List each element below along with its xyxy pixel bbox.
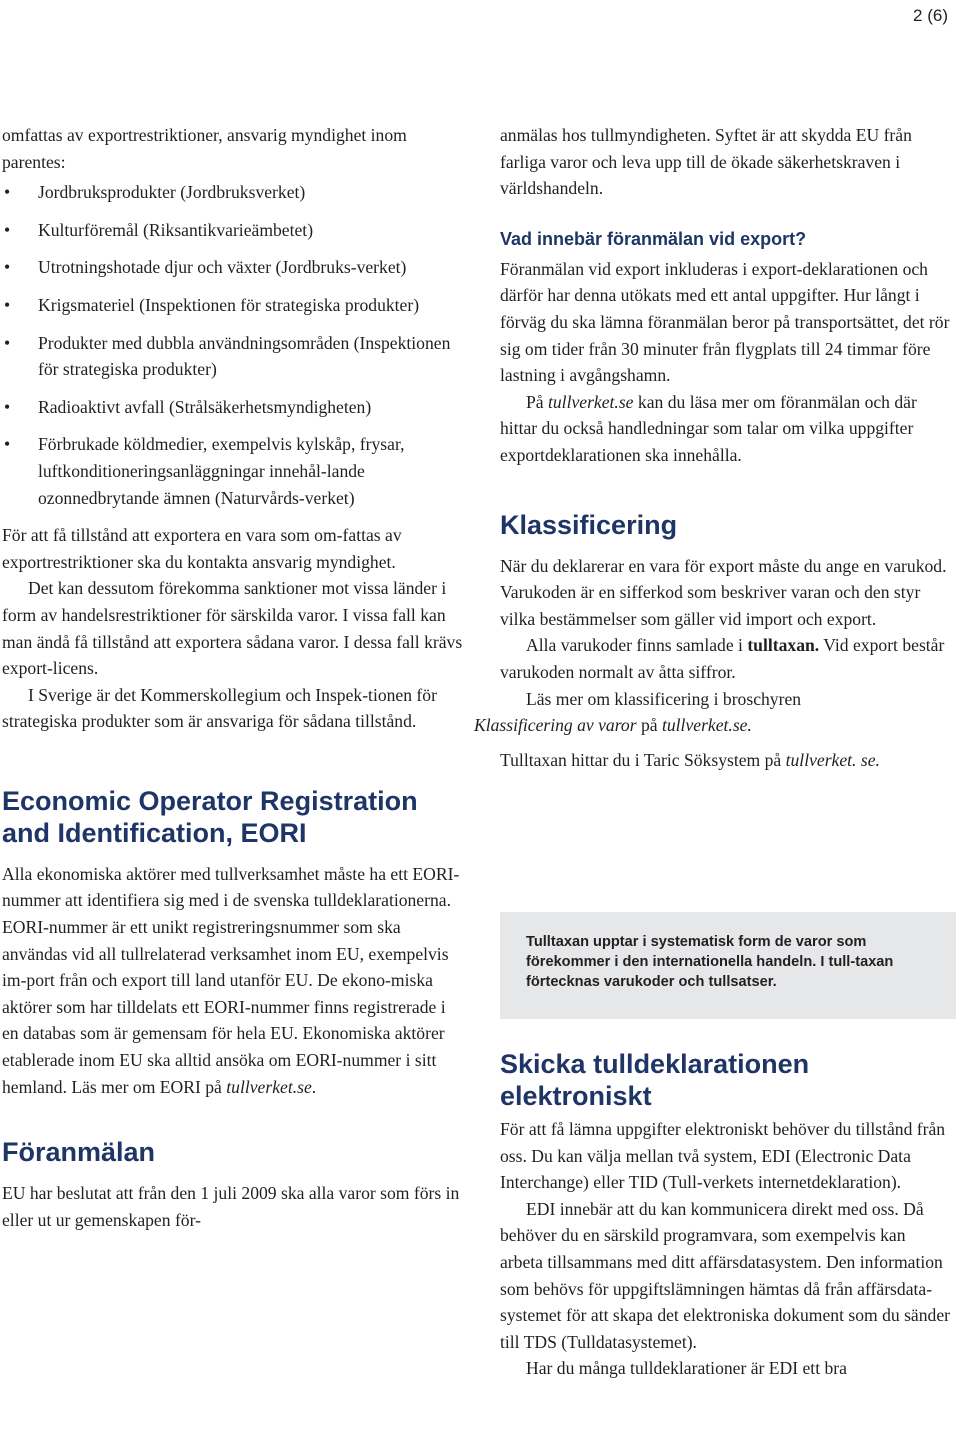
paragraph: EDI innebär att du kan kommunicera direkt med oss. Då behöver du en särskild programvara, som exempelvis kan arbeta tillsammans med ditt affärsdatasystem. Den information som behövs för uppgiftslämningen hämtas då från affärsdata-systemet för att skapa det elektroniska dokument som du sänder till TDS (Tulldatasystemet). bbox=[500, 1198, 950, 1352]
tullverket-link[interactable]: tullverket.se. bbox=[661, 715, 752, 736]
brochure-title: Klassificering av varor bbox=[474, 715, 637, 736]
eori-text: Alla ekonomiska aktörer med tullverksamhet måste ha ett EORI-nummer att identifiera sig med i de svenska tulldeklarationerna. EORI-nummer är ett unikt registreringsnummer som ska användas vid all tullrelaterad verksamhet inom EU, exempelvis im-port från och export till land utanför EU. De ekono-miska aktörer som har tilldelats ett EORI-nummer finns registrerade i en databas som är gemensam för hela EU. Ekonomiska aktörer etablerade inom EU ska alltid ansöka om EORI-nummer i sitt hemland. Läs mer om EORI på bbox=[2, 863, 460, 1097]
list-item: • Produkter med dubbla användningsområden (Inspektionen för strategiska produkter) bbox=[2, 330, 464, 383]
left-column bbox=[2, 122, 464, 1233]
paragraph: Föranmälan vid export inkluderas i export-deklarationen och därför har denna utökats med ett antal uppgifter. Hur långt i förväg du ska lämna föranmälan beror på transportsättet, det rör sig om tider från 30 minuter från flygplats till 24 timmar före lastning i avgångshamn. bbox=[500, 258, 950, 386]
paragraph bbox=[474, 686, 952, 739]
restriction-list bbox=[2, 179, 464, 511]
paragraph: Har du många tulldeklarationer är EDI ett bra bbox=[526, 1358, 847, 1379]
list-item: • Förbrukade köldmedier, exempelvis kylskåp, frysar, luftkonditioneringsanläggningar innehål-lande ozonnedbrytande ämnen (Naturvårds-verket) bbox=[2, 431, 464, 511]
continued-text: anmälas hos tullmyndigheten. Syftet är att skydda EU från farliga varor och leva upp till de ökade säkerhetskraven i världshandeln. bbox=[500, 125, 912, 199]
klassificering-heading: Klassificering bbox=[500, 509, 678, 540]
eori-heading: Economic Operator Registration and Identification, EORI bbox=[2, 785, 418, 848]
list-item: • Krigsmateriel (Inspektionen för strategiska produkter) bbox=[2, 292, 464, 319]
info-box-text: Tulltaxan upptar i systematisk form de varor som förekommer i den internationella handeln. I tull-taxan förtecknas varukoder och tullsatser. bbox=[526, 934, 894, 990]
intro-text: omfattas av exportrestriktioner, ansvarig myndighet inom parentes: bbox=[2, 125, 407, 172]
text: Tulltaxan hittar du i Taric Söksystem på bbox=[500, 749, 786, 770]
tullverket-link[interactable]: tullverket.se bbox=[226, 1076, 312, 1097]
paragraph: Det kan dessutom förekomma sanktioner mot vissa länder i form av handelsrestriktioner för särskilda varor. I vissa fall kan man ändå få tillstånd att exportera sådana varor. I dessa fall krävs export-licens. bbox=[2, 578, 463, 679]
list-item: • Utrotningshotade djur och växter (Jordbruks-verket) bbox=[2, 254, 464, 281]
list-item: • Radioaktivt avfall (Strålsäkerhetsmyndigheten) bbox=[2, 394, 464, 421]
list-item: • Kulturföremål (Riksantikvarieämbetet) bbox=[2, 217, 464, 244]
right-column bbox=[474, 122, 952, 773]
export-question-heading: Vad innebär föranmälan vid export? bbox=[500, 228, 807, 249]
eori-paragraph bbox=[2, 861, 464, 1100]
text: kan du läsa mer om föranmälan och där hittar du också handledningar som talar om vilka uppgifter exportdeklarationen ska innehålla. bbox=[500, 391, 917, 465]
tullverket-link[interactable]: tullverket. se. bbox=[785, 749, 880, 770]
eori-end: . bbox=[311, 1076, 317, 1097]
list-item: • Jordbruksprodukter (Jordbruksverket) bbox=[2, 179, 464, 206]
paragraph bbox=[500, 389, 952, 469]
text: Alla varukoder finns samlade i bbox=[526, 635, 748, 656]
paragraph bbox=[500, 632, 952, 685]
info-box bbox=[500, 912, 956, 1019]
paragraph: För att få lämna uppgifter elektroniskt behöver du tillstånd från oss. Du kan välja mellan två system, EDI (Electronic Data Interchange) eller TID (Tull-verkets internetdeklaration). bbox=[500, 1119, 946, 1193]
paragraph: I Sverige är det Kommerskollegium och Inspek-tionen för strategiska produkter som är ansvariga för sådana tillstånd. bbox=[2, 684, 437, 732]
right-column-lower bbox=[500, 1048, 952, 1382]
text: på bbox=[636, 715, 662, 736]
foranmalan-text: EU har beslutat att från den 1 juli 2009 ska alla varor som förs in eller ut ur gemenskapen för- bbox=[2, 1183, 460, 1230]
page-number: 2 (6) bbox=[913, 6, 948, 25]
text: På bbox=[526, 391, 548, 412]
paragraph bbox=[500, 747, 952, 774]
tullverket-link[interactable]: tullverket.se bbox=[548, 391, 634, 412]
text: Läs mer om klassificering i broschyren bbox=[526, 688, 802, 709]
foranmalan-heading: Föranmälan bbox=[2, 1137, 156, 1168]
tulltaxan-term: tulltaxan. bbox=[747, 635, 820, 656]
skicka-heading: Skicka tulldeklarationen elektroniskt bbox=[500, 1049, 810, 1111]
text: Vid export består varukoden normalt av åtta siffror. bbox=[500, 635, 945, 682]
paragraph: När du deklarerar en vara för export måste du ange en varukod. Varukoden är en sifferkod som beskriver varan och den styr vilka bestämmelser som gäller vid import och export. bbox=[500, 555, 947, 629]
paragraph: För att få tillstånd att exportera en vara som om-fattas av exportrestriktioner ska du kontakta ansvarig myndighet. bbox=[2, 525, 402, 572]
